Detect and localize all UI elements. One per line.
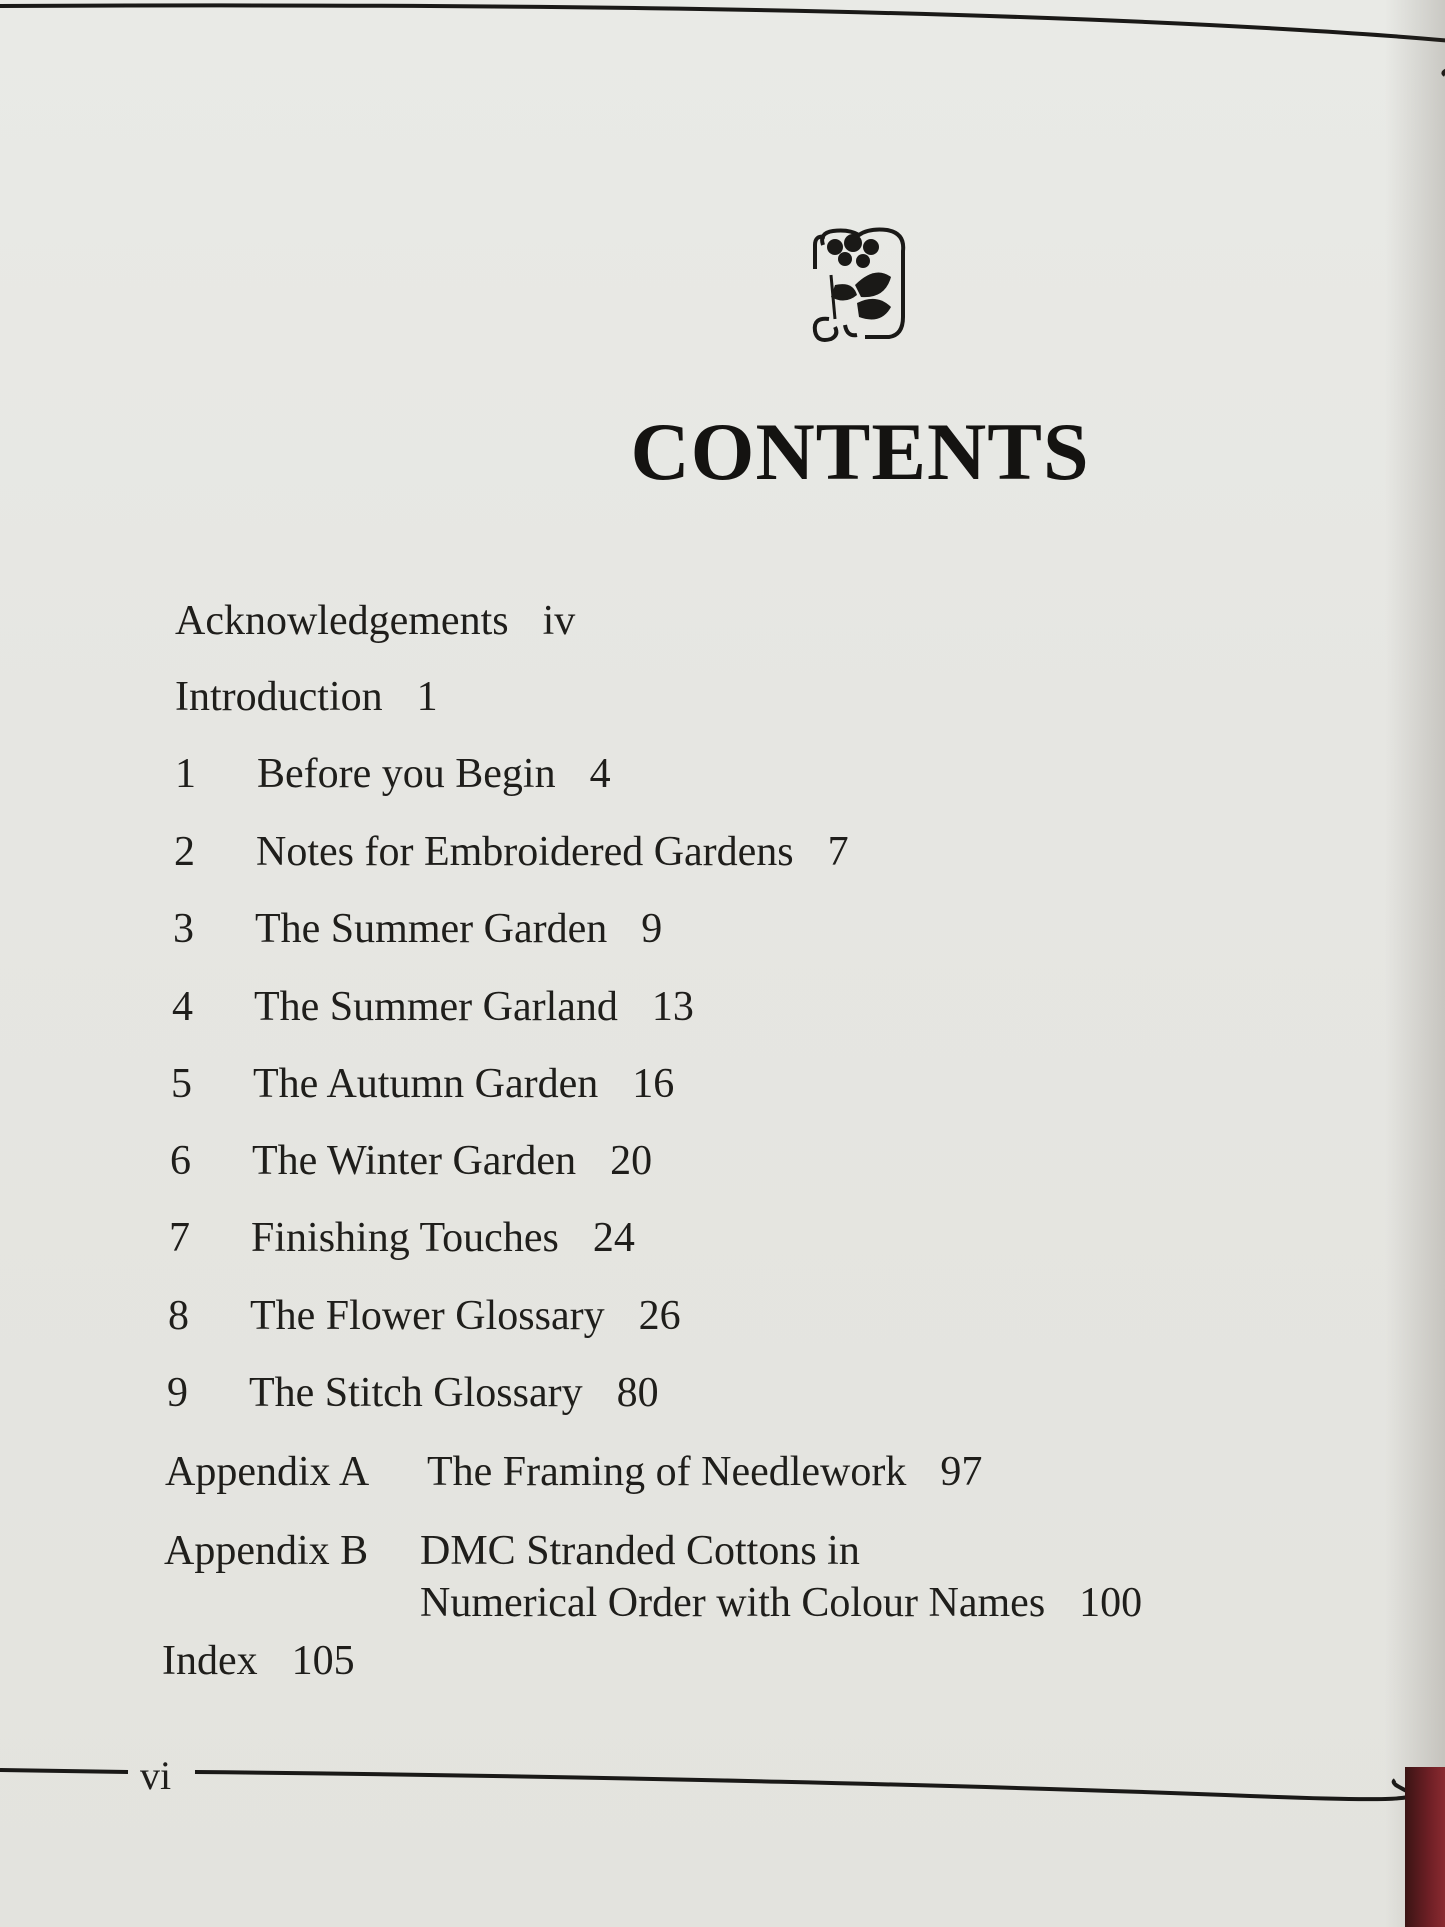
toc-entry-number: Appendix B (164, 1528, 369, 1574)
toc-entry-number: 9 (167, 1370, 188, 1416)
page-number-folio: vi (140, 1753, 172, 1798)
toc-entry-index[interactable] (162, 1637, 355, 1685)
toc-entry-number: 3 (173, 906, 194, 952)
toc-entry-introduction[interactable] (175, 673, 438, 721)
toc-entry-acknowledgements[interactable] (175, 597, 575, 645)
toc-entry-page: 13 (651, 984, 694, 1030)
toc-entry-title: The Summer Garden (255, 906, 608, 952)
toc-entry-page: 80 (616, 1370, 659, 1416)
toc-entry-title: Index (162, 1638, 258, 1684)
toc-entry-page: 4 (589, 751, 611, 797)
toc-entry-title: The Framing of Needlework (427, 1449, 907, 1495)
toc-entry-title: The Flower Glossary (250, 1293, 605, 1339)
toc-entry-page: 7 (827, 829, 849, 875)
toc-entry-page: iv (542, 598, 576, 644)
toc-entry-number: 8 (168, 1293, 189, 1339)
toc-entry-title-line-1: DMC Stranded Cottons in (420, 1528, 860, 1574)
toc-entry-title: The Winter Garden (252, 1138, 577, 1184)
toc-entry-title: Finishing Touches (251, 1215, 559, 1261)
book-cover-edge (1405, 1767, 1445, 1927)
toc-entry-number: 4 (172, 984, 193, 1030)
toc-entry-page: 9 (641, 906, 663, 952)
page-curl-shadow (1385, 0, 1445, 1927)
toc-entry-title: Acknowledgements (175, 598, 509, 644)
toc-entry-page: 20 (610, 1138, 653, 1184)
page-title: CONTENTS (630, 406, 1090, 497)
toc-entry-number: 2 (174, 829, 195, 875)
toc-entry-number: 1 (175, 751, 196, 797)
toc-entry-title: The Stitch Glossary (249, 1370, 583, 1416)
toc-entry-title: Notes for Embroidered Gardens (256, 829, 794, 875)
toc-entry-page: 24 (592, 1215, 635, 1261)
toc-entry-title-line-2: Numerical Order with Colour Names (420, 1580, 1046, 1626)
toc-entry-title: Introduction (175, 674, 383, 720)
toc-entry-number: 5 (171, 1061, 192, 1107)
toc-entry-page: 26 (638, 1293, 681, 1339)
toc-entry-title: Before you Begin (257, 751, 556, 797)
toc-entry-number: Appendix A (165, 1449, 370, 1495)
toc-entry-page: 1 (416, 674, 438, 720)
toc-entry-page: 97 (940, 1449, 983, 1495)
toc-entry-title: The Autumn Garden (253, 1061, 599, 1107)
toc-entry-page: 16 (632, 1061, 675, 1107)
toc-entry-page: 105 (291, 1638, 355, 1684)
footer-rule-line (0, 1740, 1445, 1810)
toc-entry-number: 7 (169, 1215, 190, 1261)
toc-entry-title: The Summer Garland (254, 984, 618, 1030)
toc-entry-page: 100 (1079, 1580, 1143, 1626)
toc-entry-number: 6 (170, 1138, 191, 1184)
